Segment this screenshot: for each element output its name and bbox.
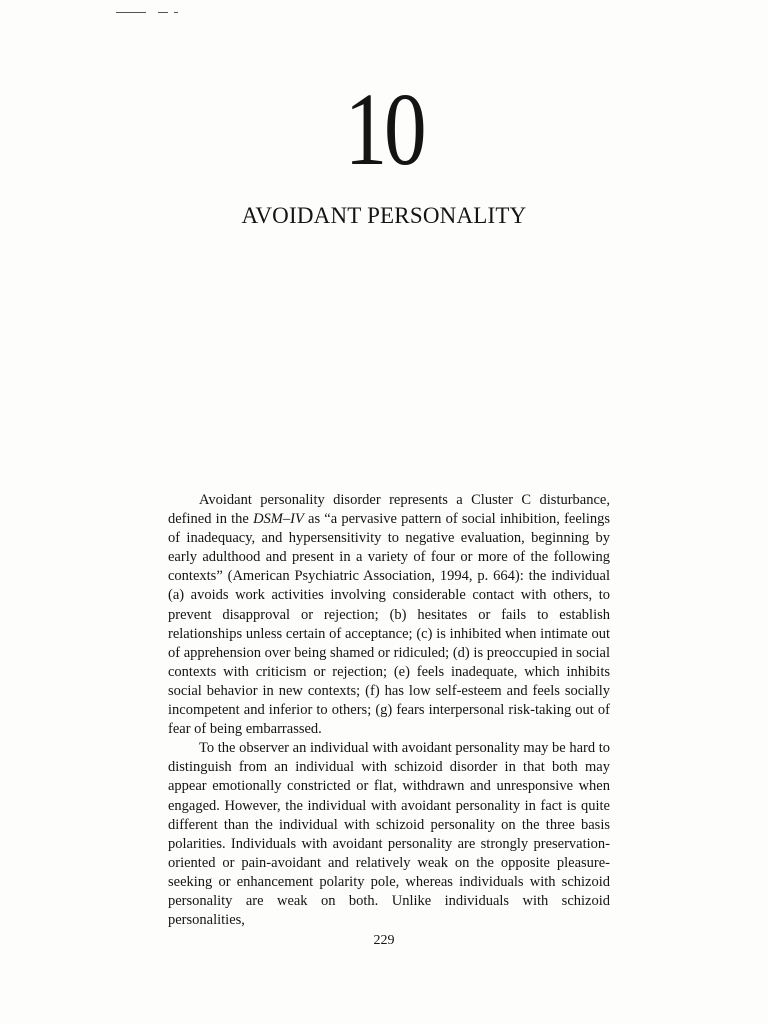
emphasized-term: DSM–IV — [253, 511, 304, 528]
body-paragraph — [168, 491, 610, 739]
scan-artifact-mark — [174, 12, 178, 13]
chapter-body — [168, 491, 610, 930]
scan-artifact-mark — [116, 12, 146, 13]
paragraph-text: Avoidant personality disorder represents a Cluster C disturbance, defined in the — [168, 492, 610, 528]
chapter-title: AVOIDANT PERSONALITY — [241, 203, 527, 228]
page-number: 229 — [373, 933, 395, 948]
body-paragraph — [168, 739, 610, 930]
paragraph-text: as “a pervasive pattern of social inhibition, feelings of inadequacy, and hypersensitivity to negative evaluation, beginning by early adulthood and present in a variety of four or more of the following contexts” (American Psychiatric Association, 1994, p. 664): the individual (a) avoids work activities involving considerable contact with others, to prevent disapproval or rejection; (b) hesitates or fails to establish relationships unless certain of acceptance; (c) is inhibited when intimate out of apprehension over being shamed or ridiculed; (d) is preoccupied in social contexts with criticism or rejection; (e) feels inadequate, which inhibits social behavior in new contexts; (f) has low self-esteem and feels socially incompetent and inferior to others; (g) fears interpersonal risk-taking out of fear of being embarrassed. — [168, 511, 610, 738]
chapter-number: 10 — [344, 72, 424, 187]
paragraph-text: To the observer an individual with avoidant personality may be hard to distinguish from an individual with schizoid disorder in that both may appear emotionally constricted or flat, withdrawn and unresponsive when engaged. However, the individual with avoidant personality in fact is quite different than the individual with schizoid personality on the three basis polarities. Individuals with avoidant personality are strongly preservation-oriented or pain-avoidant and relatively weak on the opposite pleasure-seeking or enhancement polarity pole, whereas individuals with schizoid personality are weak on both. Unlike individuals with schizoid personalities, — [168, 740, 610, 929]
scan-artifact-mark — [158, 12, 168, 13]
